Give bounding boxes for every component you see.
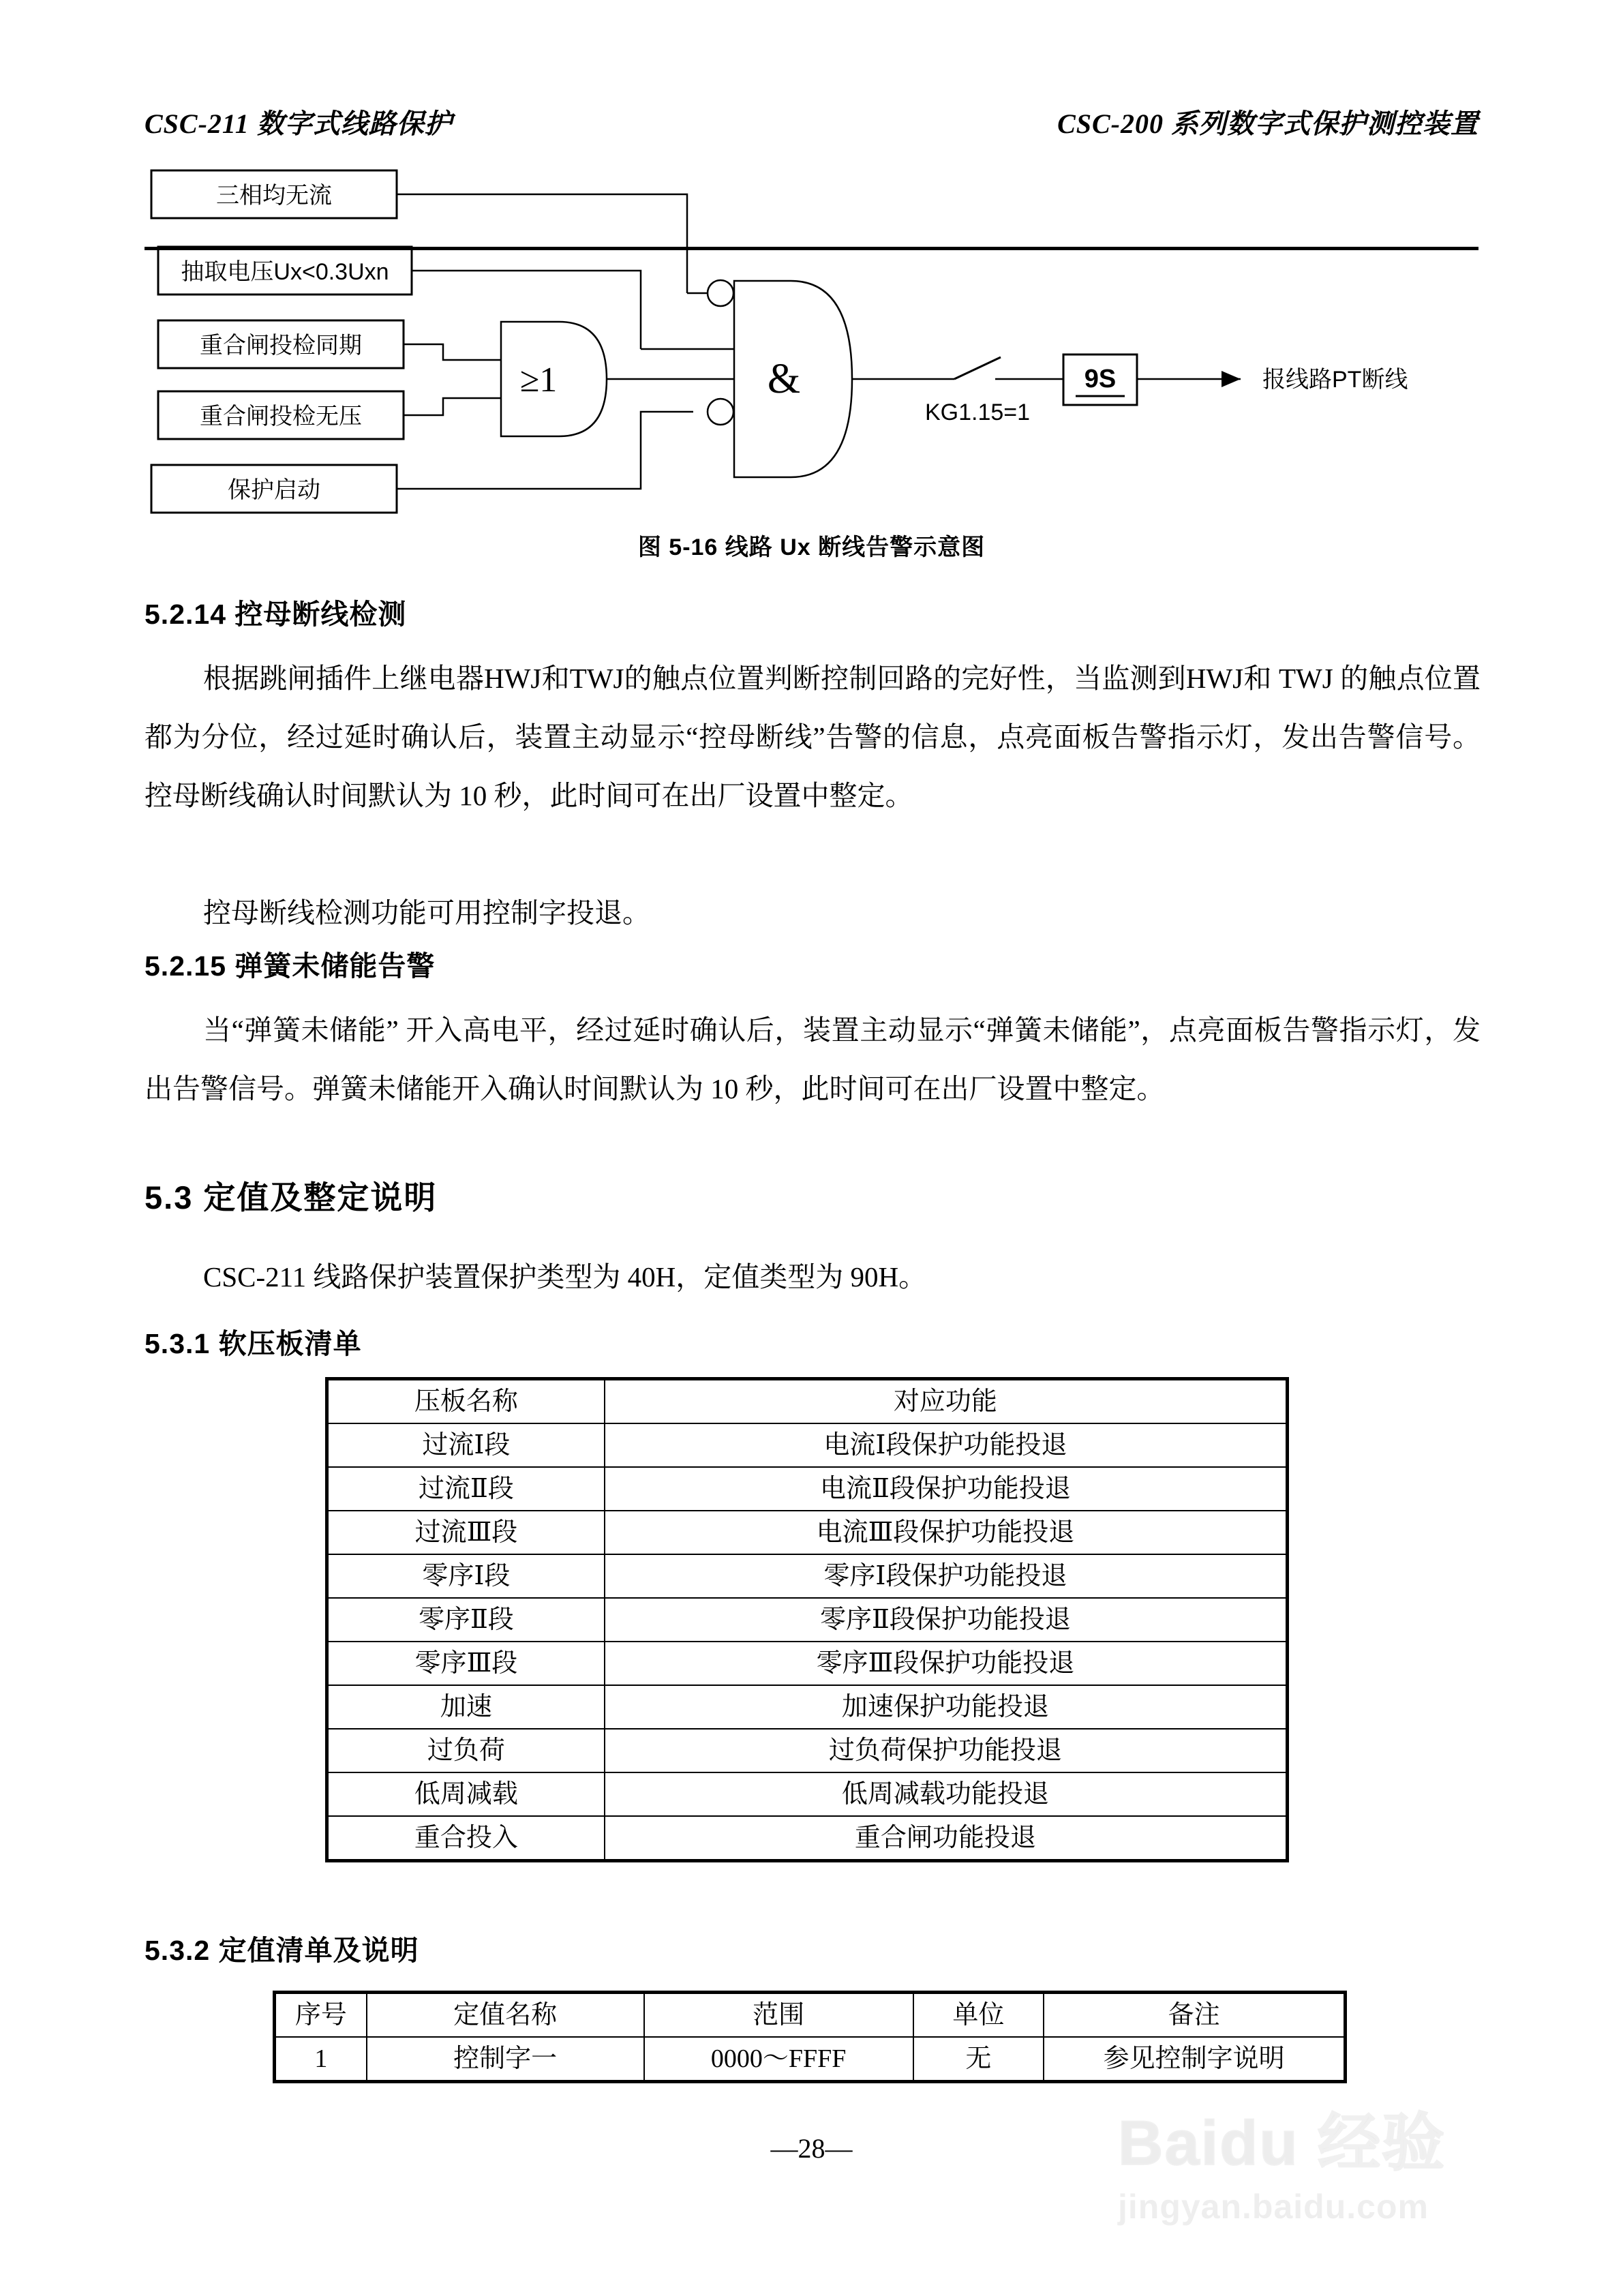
- header-left-title: CSC-211 数字式线路保护: [145, 108, 453, 139]
- table-cell: 零序Ⅲ段: [327, 1642, 605, 1685]
- table-cell: 零序Ⅲ段保护功能投退: [605, 1642, 1288, 1685]
- table-cell: 1: [275, 2037, 367, 2082]
- table-header-cell: 定值名称: [367, 1993, 644, 2038]
- or-gate-label: ≥1: [519, 361, 558, 399]
- table-header-cell: 范围: [644, 1993, 913, 2038]
- table-cell: 零序Ⅱ段: [327, 1598, 605, 1642]
- paragraph-5-2-14-2: 控母断线检测功能可用控制字投退。: [203, 897, 650, 928]
- table-cell: 电流Ⅲ段保护功能投退: [605, 1511, 1288, 1554]
- table-cell: 低周减载: [327, 1772, 605, 1816]
- input-label-5: 保护启动: [228, 477, 320, 503]
- table-row: [327, 1423, 1288, 1467]
- timer-label: 9S: [1084, 365, 1117, 393]
- table-row: [327, 1554, 1288, 1598]
- input-label-4: 重合闸投检无压: [200, 404, 362, 429]
- table-row: [327, 1685, 1288, 1729]
- table-row: [327, 1729, 1288, 1772]
- table-cell: 零序Ⅱ段保护功能投退: [605, 1598, 1288, 1642]
- table-cell: 低周减载功能投退: [605, 1772, 1288, 1816]
- table-cell: 加速: [327, 1685, 605, 1729]
- table-cell: 参见控制字说明: [1044, 2037, 1345, 2082]
- setting-list-table: [273, 1991, 1347, 2083]
- table-header-cell: 对应功能: [605, 1379, 1288, 1424]
- inverter-bubble-top: [708, 280, 733, 306]
- watermark-main-text: Baidu 经验: [1118, 2109, 1446, 2178]
- table-cell: 过流Ⅱ段: [327, 1467, 605, 1511]
- table-row: [327, 1816, 1288, 1861]
- input-label-2: 抽取电压Ux<0.3Uxn: [181, 259, 389, 285]
- table-cell: 零序Ⅰ段保护功能投退: [605, 1554, 1288, 1598]
- table-cell: 过负荷: [327, 1729, 605, 1772]
- output-arrowhead: [1222, 371, 1241, 387]
- table-row: [327, 1772, 1288, 1816]
- table-row: [327, 1598, 1288, 1642]
- watermark-sub-text: jingyan.baidu.com: [1118, 2188, 1429, 2226]
- table-header-cell: 压板名称: [327, 1379, 605, 1424]
- table-cell: 过负荷保护功能投退: [605, 1729, 1288, 1772]
- heading-5-2-14: 5.2.14 控母断线检测: [145, 599, 407, 630]
- setting-table-body: [275, 1993, 1346, 2082]
- switch-label: KG1.15=1: [924, 399, 1031, 425]
- output-label: 报线路PT断线: [1262, 367, 1408, 393]
- figure-5-16-logic-diagram: [0, 158, 1623, 540]
- and-gate-label: &: [767, 356, 801, 402]
- page-number: —28—: [770, 2133, 853, 2164]
- inverter-bubble-bottom: [708, 399, 733, 425]
- input-label-1: 三相均无流: [216, 183, 332, 209]
- baidu-watermark: [1118, 2093, 1595, 2250]
- table-cell: 电流Ⅱ段保护功能投退: [605, 1467, 1288, 1511]
- soft-plate-list-table: [325, 1377, 1289, 1862]
- table-cell: 零序Ⅰ段: [327, 1554, 605, 1598]
- table-cell: 重合投入: [327, 1816, 605, 1861]
- paragraph-5-2-14-1: 根据跳闸插件上继电器HWJ和TWJ的触点位置判断控制回路的完好性，当监测到HWJ和 TWJ 的触点位置都为分位，经过延时确认后，装置主动显示“控母断线”告警的信息，点亮面板告警指示灯，发出告警信号。控母断线确认时间默认为 10 秒，此时间可在出厂设置中整定。: [145, 663, 1481, 811]
- table-cell: 无: [913, 2037, 1044, 2082]
- table-header-row: [327, 1379, 1288, 1424]
- table-cell: 过流Ⅰ段: [327, 1423, 605, 1467]
- table-cell: 过流Ⅲ段: [327, 1511, 605, 1554]
- input-label-3: 重合闸投检同期: [200, 333, 362, 359]
- header-right-title: CSC-200 系列数字式保护测控装置: [1057, 108, 1478, 139]
- heading-5-3: 5.3 定值及整定说明: [145, 1179, 438, 1215]
- paragraph-5-3-1: CSC-211 线路保护装置保护类型为 40H，定值类型为 90H。: [203, 1261, 927, 1293]
- paragraph-5-2-15-1: 当“弹簧未储能” 开入高电平，经过延时确认后，装置主动显示“弹簧未储能”，点亮面板告警指示灯，发出告警信号。弹簧未储能开入确认时间默认为 10 秒，此时间可在出厂设置中整定。: [145, 1014, 1481, 1104]
- table-header-cell: 单位: [913, 1993, 1044, 2038]
- switch-blade: [954, 357, 1001, 379]
- heading-5-2-15: 5.2.15 弹簧未储能告警: [145, 950, 436, 982]
- table-cell: 控制字一: [367, 2037, 644, 2082]
- table-row: [275, 2037, 1346, 2082]
- table-row: [327, 1642, 1288, 1685]
- heading-5-3-1: 5.3.1 软压板清单: [145, 1328, 362, 1359]
- figure-caption: 图 5-16 线路 Ux 断线告警示意图: [637, 534, 986, 560]
- soft-plate-table-body: [327, 1379, 1288, 1861]
- table-cell: 加速保护功能投退: [605, 1685, 1288, 1729]
- table-cell: 电流Ⅰ段保护功能投退: [605, 1423, 1288, 1467]
- table-cell: 重合闸功能投退: [605, 1816, 1288, 1861]
- table-header-cell: 序号: [275, 1993, 367, 2038]
- table-header-cell: 备注: [1044, 1993, 1345, 2038]
- table-row: [327, 1511, 1288, 1554]
- heading-5-3-2: 5.3.2 定值清单及说明: [145, 1935, 419, 1966]
- table-row: [327, 1467, 1288, 1511]
- table-header-row: [275, 1993, 1346, 2038]
- table-cell: 0000～FFFF: [644, 2037, 913, 2082]
- running-header: [0, 102, 1623, 150]
